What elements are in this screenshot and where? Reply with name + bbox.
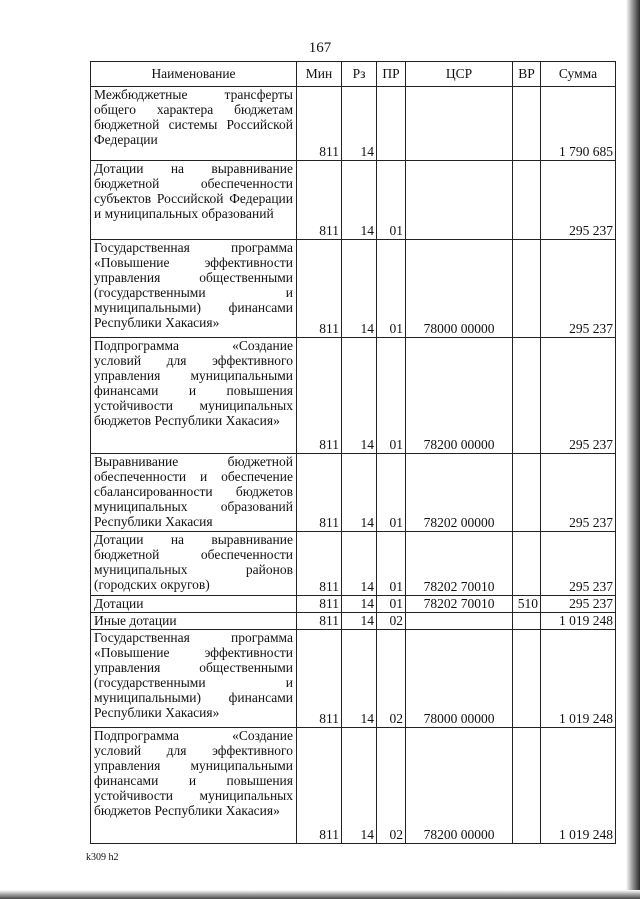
row-min: 811 [297, 728, 342, 844]
row-rz: 14 [342, 87, 377, 161]
row-min: 811 [297, 613, 342, 630]
row-pr: 02 [377, 728, 406, 844]
table-row [91, 338, 616, 454]
row-sum: 295 237 [541, 454, 616, 532]
header-vr: ВР [513, 62, 541, 87]
table-row [91, 728, 616, 844]
page-number: 167 [308, 40, 332, 56]
row-csr: 78000 00000 [406, 240, 513, 338]
row-vr [513, 532, 541, 596]
row-name: Подпрограмма «Создание условий для эффективного управления муниципальными финансами и повышения устойчивости муниципальных бюджетов Республики Хакасия» [91, 338, 297, 454]
row-vr [513, 454, 541, 532]
row-name: Государственная программа «Повышение эффективности управления общественными (государственными и муниципальными) финансами Республики Хакасия» [91, 630, 297, 728]
table-row [91, 161, 616, 240]
row-rz: 14 [342, 613, 377, 630]
row-pr [377, 87, 406, 161]
scan-bottom-edge [0, 890, 640, 899]
row-pr: 01 [377, 240, 406, 338]
row-pr: 01 [377, 454, 406, 532]
row-csr: 78202 70010 [406, 596, 513, 613]
row-pr: 02 [377, 630, 406, 728]
header-sum: Сумма [541, 62, 616, 87]
row-sum: 295 237 [541, 338, 616, 454]
row-min: 811 [297, 630, 342, 728]
row-min: 811 [297, 338, 342, 454]
row-min: 811 [297, 454, 342, 532]
row-pr: 01 [377, 338, 406, 454]
row-rz: 14 [342, 596, 377, 613]
row-rz: 14 [342, 338, 377, 454]
row-sum: 295 237 [541, 532, 616, 596]
header-name: Наименование [91, 62, 297, 87]
row-name: Государственная программа «Повышение эффективности управления общественными (государственными и муниципальными) финансами Республики Хакасия» [91, 240, 297, 338]
row-rz: 14 [342, 630, 377, 728]
row-pr: 01 [377, 532, 406, 596]
row-vr [513, 338, 541, 454]
row-min: 811 [297, 161, 342, 240]
row-vr [513, 87, 541, 161]
table-row [91, 596, 616, 613]
row-sum: 1 790 685 [541, 87, 616, 161]
row-name: Подпрограмма «Создание условий для эффективного управления муниципальными финансами и повышения устойчивости муниципальных бюджетов Республики Хакасия» [91, 728, 297, 844]
row-vr: 510 [513, 596, 541, 613]
row-pr: 01 [377, 161, 406, 240]
row-csr: 78200 00000 [406, 338, 513, 454]
row-min: 811 [297, 240, 342, 338]
row-rz: 14 [342, 454, 377, 532]
row-vr [513, 161, 541, 240]
table-row [91, 613, 616, 630]
row-sum: 1 019 248 [541, 630, 616, 728]
row-sum: 295 237 [541, 161, 616, 240]
row-name: Дотации на выравнивание бюджетной обеспеченности субъектов Российской Федерации и муниципальных образований [91, 161, 297, 240]
row-csr: 78000 00000 [406, 630, 513, 728]
row-sum: 295 237 [541, 240, 616, 338]
row-min: 811 [297, 87, 342, 161]
row-name: Иные дотации [91, 613, 297, 630]
row-csr [406, 613, 513, 630]
row-sum: 1 019 248 [541, 728, 616, 844]
row-csr: 78202 00000 [406, 454, 513, 532]
budget-table [90, 61, 616, 844]
table-row [91, 87, 616, 161]
header-row [91, 62, 616, 87]
table-row [91, 630, 616, 728]
row-min: 811 [297, 532, 342, 596]
header-min: Мин [297, 62, 342, 87]
row-csr: 78200 00000 [406, 728, 513, 844]
row-csr [406, 161, 513, 240]
row-name: Дотации [91, 596, 297, 613]
row-csr [406, 87, 513, 161]
row-name: Выравнивание бюджетной обеспеченности и обеспечение сбалансированности бюджетов муниципальных образований Республики Хакасия [91, 454, 297, 532]
row-vr [513, 728, 541, 844]
header-pr: ПР [377, 62, 406, 87]
row-rz: 14 [342, 532, 377, 596]
scan-edge [626, 0, 640, 899]
header-rz: Рз [342, 62, 377, 87]
footer-code: k309 h2 [86, 852, 119, 863]
row-rz: 14 [342, 240, 377, 338]
table-row [91, 240, 616, 338]
row-vr [513, 613, 541, 630]
row-sum: 1 019 248 [541, 613, 616, 630]
row-min: 811 [297, 596, 342, 613]
table-row [91, 532, 616, 596]
row-name: Межбюджетные трансферты общего характера бюджетам бюджетной системы Российской Федерации [91, 87, 297, 161]
header-csr: ЦСР [406, 62, 513, 87]
row-rz: 14 [342, 161, 377, 240]
row-vr [513, 630, 541, 728]
table-row [91, 454, 616, 532]
row-csr: 78202 70010 [406, 532, 513, 596]
row-pr: 02 [377, 613, 406, 630]
row-rz: 14 [342, 728, 377, 844]
row-sum: 295 237 [541, 596, 616, 613]
row-name: Дотации на выравнивание бюджетной обеспеченности муниципальных районов (городских округов) [91, 532, 297, 596]
row-vr [513, 240, 541, 338]
row-pr: 01 [377, 596, 406, 613]
